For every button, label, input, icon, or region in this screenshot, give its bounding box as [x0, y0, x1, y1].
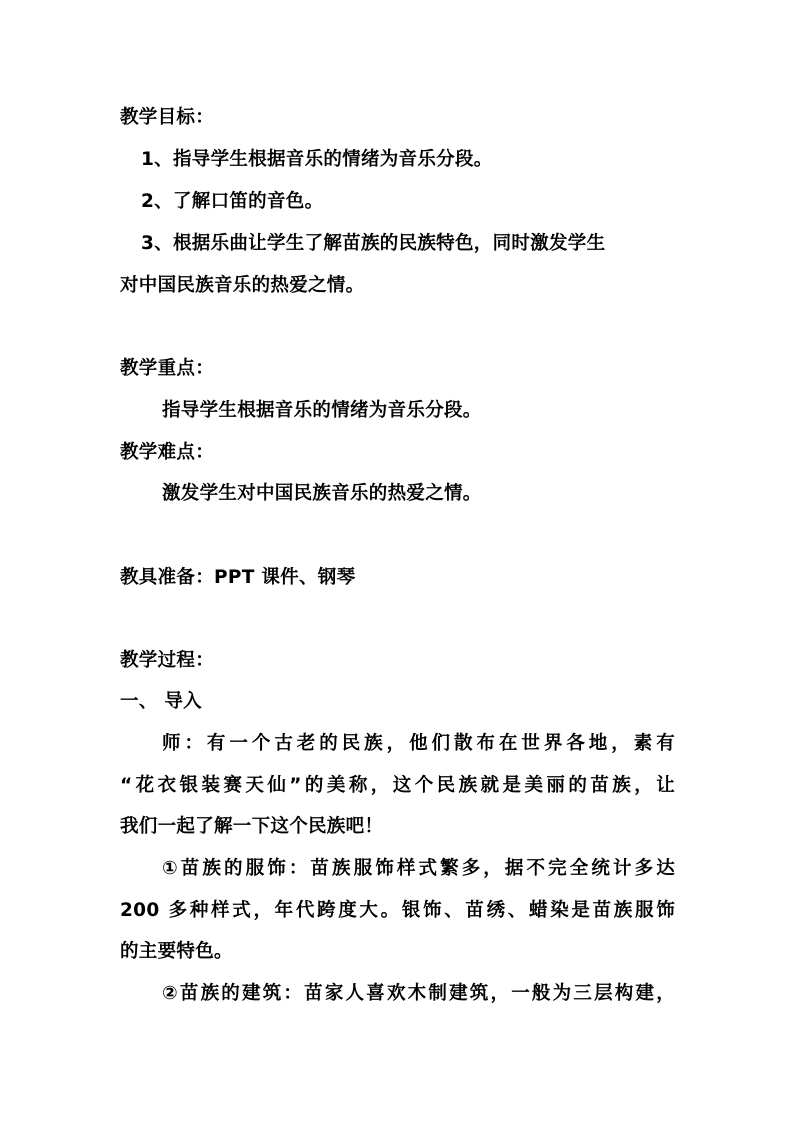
paragraph-1-line-3: 我们一起了解一下这个民族吧！: [120, 816, 384, 837]
difficulty-heading: 教学难点：: [120, 442, 215, 463]
objectives-heading: 教学目标：: [120, 107, 215, 128]
objective-item-3-line-1: 3、根据乐曲让学生了解苗族的民族特色，同时激发学生: [141, 233, 606, 254]
paragraph-1-line-2: “花衣银装赛天仙”的美称，这个民族就是美丽的苗族，让: [120, 775, 675, 796]
difficulty-text: 激发学生对中国民族音乐的热爱之情。: [162, 483, 482, 504]
paragraph-2-line-3: 的主要特色。: [120, 941, 233, 962]
objective-item-1: 1、指导学生根据音乐的情绪为音乐分段。: [141, 149, 493, 170]
paragraph-1-line-1: 师：有一个古老的民族，他们散布在世界各地，素有: [162, 733, 675, 754]
paragraph-2-line-1: ①苗族的服饰：苗族服饰样式繁多，据不完全统计多达: [162, 858, 675, 879]
paragraph-3-line-1: ②苗族的建筑：苗家人喜欢木制建筑，一般为三层构建，: [162, 983, 675, 1004]
teaching-tools: 教具准备：PPT 课件、钢琴: [120, 567, 356, 588]
process-heading: 教学过程：: [120, 650, 215, 671]
paragraph-2-line-2: 200 多种样式，年代跨度大。银饰、苗绣、蜡染是苗族服饰: [120, 900, 675, 921]
section-1-title: 一、 导入: [120, 691, 202, 712]
objective-item-3-line-2: 对中国民族音乐的热爱之情。: [120, 275, 365, 296]
key-point-heading: 教学重点：: [120, 358, 215, 379]
key-point-text: 指导学生根据音乐的情绪为音乐分段。: [162, 400, 482, 421]
objective-item-2: 2、了解口笛的音色。: [141, 191, 324, 212]
